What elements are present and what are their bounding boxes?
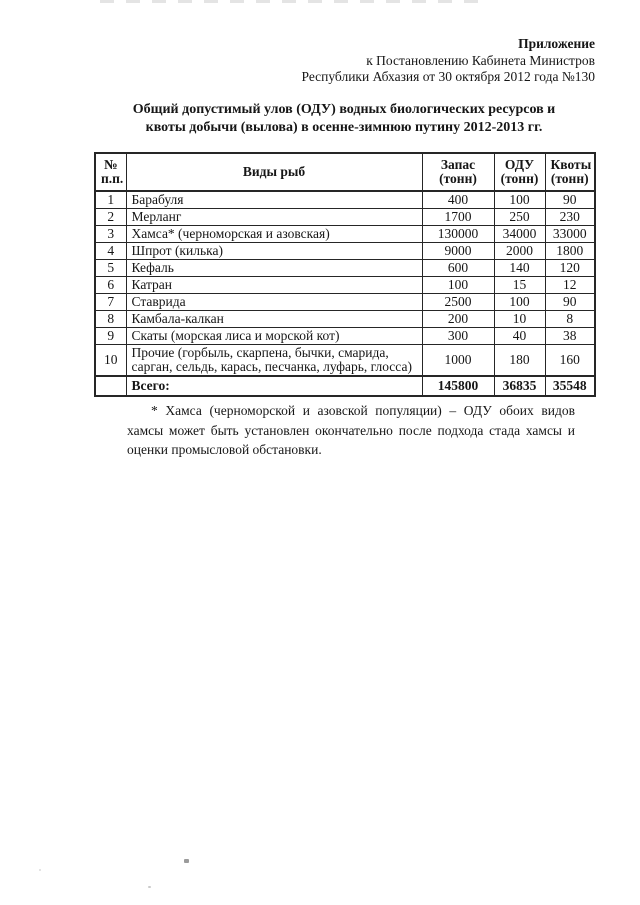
document-title-line1: Общий допустимый улов (ОДУ) водных биологических ресурсов и <box>132 102 556 117</box>
row-number: 4 <box>95 243 126 260</box>
tac-value: 34000 <box>494 226 545 243</box>
scan-speck <box>184 859 189 863</box>
row-number: 9 <box>95 328 126 345</box>
fish-species: Ставрида <box>126 294 422 311</box>
col-header-stock-line1: Запас <box>440 156 476 172</box>
tac-value: 180 <box>494 345 545 377</box>
col-header-species: Виды рыб <box>126 153 422 191</box>
stock-value: 200 <box>422 311 494 328</box>
col-header-number-line2: п.п. <box>101 171 124 186</box>
row-number: 2 <box>95 209 126 226</box>
stock-value: 2500 <box>422 294 494 311</box>
document-header-block <box>301 36 595 86</box>
col-header-quota <box>545 153 595 191</box>
row-number: 7 <box>95 294 126 311</box>
tac-value: 100 <box>494 191 545 209</box>
table-row <box>95 277 595 294</box>
catch-quota-table <box>94 152 596 397</box>
fish-species: Барабуля <box>126 191 422 209</box>
row-number: 10 <box>95 345 126 377</box>
scan-artifact-top-edge <box>100 0 490 3</box>
stock-value: 300 <box>422 328 494 345</box>
tac-value: 40 <box>494 328 545 345</box>
tac-value: 100 <box>494 294 545 311</box>
fish-species: Хамса* (черноморская и азовская) <box>126 226 422 243</box>
tac-value: 10 <box>494 311 545 328</box>
col-header-stock-line2: (тонн) <box>439 171 477 186</box>
row-number: 8 <box>95 311 126 328</box>
col-header-tac-line1: ОДУ <box>504 156 535 172</box>
quota-value: 38 <box>545 328 595 345</box>
tac-value: 250 <box>494 209 545 226</box>
total-row-empty-cell <box>95 376 126 396</box>
total-quota: 35548 <box>545 376 595 396</box>
fish-species: Катран <box>126 277 422 294</box>
hamsa-footnote: * Хамса (черноморской и азовской популяции) – ОДУ обоих видов хамсы может быть установлен окончательно после подхода стада хамсы и оценки промысловой обстановки. <box>127 403 575 457</box>
quota-value: 90 <box>545 294 595 311</box>
col-header-quota-line1: Квоты <box>550 156 592 172</box>
total-stock: 145800 <box>422 376 494 396</box>
col-header-tac <box>494 153 545 191</box>
quota-value: 8 <box>545 311 595 328</box>
header-resolution-line: к Постановлению Кабинета Министров <box>366 52 595 68</box>
row-number: 3 <box>95 226 126 243</box>
quota-value: 120 <box>545 260 595 277</box>
fish-species: Камбала-калкан <box>126 311 422 328</box>
stock-value: 1700 <box>422 209 494 226</box>
tac-value: 15 <box>494 277 545 294</box>
quota-value: 230 <box>545 209 595 226</box>
table-row <box>95 311 595 328</box>
stock-value: 600 <box>422 260 494 277</box>
table-row <box>95 243 595 260</box>
table-row <box>95 209 595 226</box>
total-tac: 36835 <box>494 376 545 396</box>
quota-value: 33000 <box>545 226 595 243</box>
stock-value: 400 <box>422 191 494 209</box>
stock-value: 1000 <box>422 345 494 377</box>
header-republic-date-line: Республики Абхазия от 30 октября 2012 года №130 <box>301 69 595 84</box>
col-header-tac-line2: (тонн) <box>500 171 539 186</box>
stock-value: 100 <box>422 277 494 294</box>
tac-value: 2000 <box>494 243 545 260</box>
row-number: 6 <box>95 277 126 294</box>
tac-value: 140 <box>494 260 545 277</box>
quota-value: 12 <box>545 277 595 294</box>
table-row <box>95 345 595 377</box>
quota-value: 90 <box>545 191 595 209</box>
col-header-stock <box>422 153 494 191</box>
col-header-number-line1: № <box>103 156 118 172</box>
stock-value: 130000 <box>422 226 494 243</box>
document-title-line2: квоты добычи (вылова) в осенне-зимнюю путину 2012-2013 гг. <box>145 119 543 135</box>
quota-value: 1800 <box>545 243 595 260</box>
fish-species: Кефаль <box>126 260 422 277</box>
table-header-row <box>95 153 595 191</box>
col-header-number <box>95 153 126 191</box>
quota-value: 160 <box>545 345 595 377</box>
document-title <box>84 101 604 136</box>
table-row <box>95 328 595 345</box>
fish-species: Мерланг <box>126 209 422 226</box>
col-header-quota-line2: (тонн) <box>550 171 589 186</box>
table-total-row <box>95 376 595 396</box>
table-row <box>95 226 595 243</box>
scan-speck <box>39 869 41 871</box>
fish-species: Шпрот (килька) <box>126 243 422 260</box>
stock-value: 9000 <box>422 243 494 260</box>
scan-speck <box>148 886 151 888</box>
fish-species: Прочие (горбыль, скарпена, бычки, смарида, сарган, сельдь, карась, песчанка, луфарь, глосса) <box>126 345 422 377</box>
row-number: 1 <box>95 191 126 209</box>
total-label: Всего: <box>126 376 422 396</box>
fish-species: Скаты (морская лиса и морской кот) <box>126 328 422 345</box>
table-row <box>95 191 595 209</box>
row-number: 5 <box>95 260 126 277</box>
header-appendix-label: Приложение <box>518 36 595 51</box>
table-row <box>95 294 595 311</box>
table-row <box>95 260 595 277</box>
